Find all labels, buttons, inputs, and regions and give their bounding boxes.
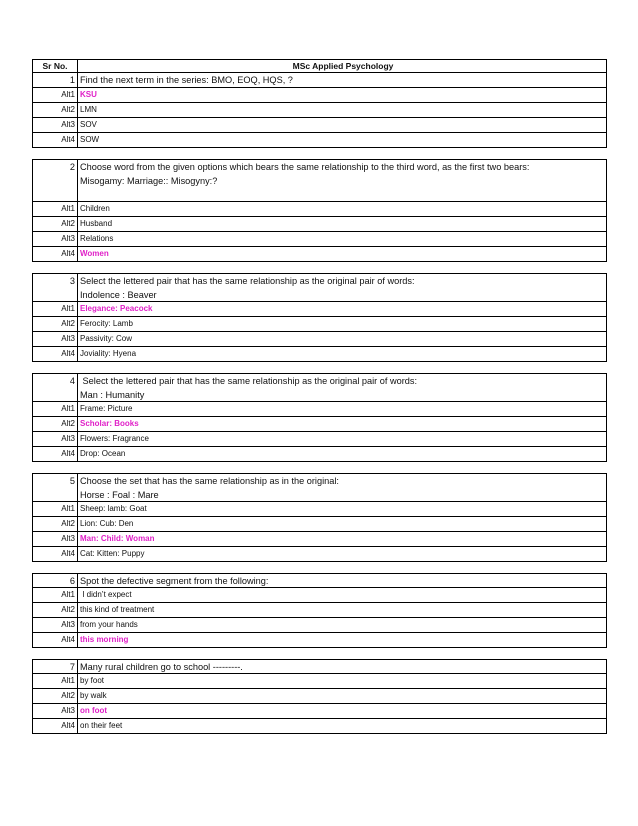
correct-option-text: Man: Child: Woman — [80, 534, 155, 543]
question-line: Man : Humanity — [80, 390, 145, 400]
question-number: 1 — [33, 73, 78, 87]
course-title-header: MSc Applied Psychology — [292, 61, 394, 71]
option-text: by foot — [80, 676, 105, 685]
question-line: Misogamy: Marriage:: Misogyny:? — [80, 176, 218, 186]
question-number: 6 — [33, 574, 78, 587]
question-line: Many rural children go to school ---------. — [80, 662, 243, 672]
option-label: Alt1 — [33, 202, 78, 216]
option-text: by walk — [80, 691, 107, 700]
question-row — [32, 273, 607, 302]
block-spacer — [32, 462, 607, 473]
question-row — [32, 159, 607, 202]
option-row — [32, 603, 607, 618]
question-line: Find the next term in the series: BMO, EOQ, HQS, ? — [80, 75, 293, 85]
option-row — [32, 347, 607, 362]
option-row — [32, 133, 607, 148]
option-text: Ferocity: Lamb — [80, 319, 133, 328]
table-header — [32, 59, 607, 73]
option-row — [32, 118, 607, 133]
question-text — [78, 374, 606, 401]
question-sheet — [32, 59, 607, 734]
question-line: Indolence : Beaver — [80, 290, 157, 300]
option-label: Alt4 — [33, 633, 78, 647]
question-block — [32, 659, 607, 734]
option-text: this kind of treatment — [80, 605, 155, 614]
question-number: 3 — [33, 274, 78, 301]
correct-option-text: KSU — [80, 90, 97, 99]
option-row — [32, 547, 607, 562]
question-block — [32, 273, 607, 373]
option-label: Alt3 — [33, 332, 78, 346]
option-row — [32, 302, 607, 317]
question-line: Choose the set that has the same relationship as in the original: — [80, 476, 339, 486]
question-block — [32, 373, 607, 473]
option-label: Alt1 — [33, 588, 78, 602]
question-number: 7 — [33, 660, 78, 673]
option-label: Alt3 — [33, 704, 78, 718]
option-row — [32, 719, 607, 734]
option-row — [32, 217, 607, 232]
option-row — [32, 689, 607, 704]
question-text — [78, 274, 606, 301]
correct-option-text: this morning — [80, 635, 129, 644]
option-row — [32, 674, 607, 689]
question-row — [32, 73, 607, 88]
option-row — [32, 447, 607, 462]
option-text: Sheep: lamb: Goat — [80, 504, 147, 513]
option-label: Alt3 — [33, 532, 78, 546]
option-text: SOV — [80, 120, 97, 129]
option-label: Alt1 — [33, 402, 78, 416]
question-row — [32, 373, 607, 402]
option-label: Alt3 — [33, 618, 78, 632]
option-row — [32, 432, 607, 447]
correct-option-text: on foot — [80, 706, 108, 715]
option-row — [32, 202, 607, 217]
option-row — [32, 517, 607, 532]
block-spacer — [32, 362, 607, 373]
option-label: Alt4 — [33, 247, 78, 261]
option-text: I didn’t expect — [80, 590, 132, 599]
option-label: Alt3 — [33, 432, 78, 446]
correct-option-text: Scholar: Books — [80, 419, 139, 428]
option-label: Alt4 — [33, 547, 78, 561]
option-label: Alt4 — [33, 719, 78, 733]
question-line: Choose word from the given options which bears the same relationship to the third word, as the first two bears: — [80, 162, 530, 172]
option-text: Relations — [80, 234, 114, 243]
questions-body — [32, 73, 607, 734]
option-row — [32, 588, 607, 603]
option-row — [32, 247, 607, 262]
option-label: Alt2 — [33, 217, 78, 231]
option-label: Alt4 — [33, 133, 78, 147]
sr-no-header: Sr No. — [33, 60, 78, 72]
question-row — [32, 573, 607, 588]
option-row — [32, 417, 607, 432]
option-row — [32, 402, 607, 417]
option-text: Drop: Ocean — [80, 449, 126, 458]
question-line: Select the lettered pair that has the same relationship as the original pair of words: — [80, 276, 415, 286]
option-text: Lion: Cub: Den — [80, 519, 134, 528]
option-row — [32, 232, 607, 247]
option-row — [32, 317, 607, 332]
option-label: Alt4 — [33, 447, 78, 461]
question-text — [78, 660, 606, 673]
option-label: Alt3 — [33, 118, 78, 132]
question-text — [78, 160, 606, 201]
question-row — [32, 659, 607, 674]
question-number: 4 — [33, 374, 78, 401]
question-text — [78, 574, 606, 587]
option-text: from your hands — [80, 620, 138, 629]
question-block — [32, 159, 607, 273]
option-label: Alt2 — [33, 317, 78, 331]
option-text: Flowers: Fragrance — [80, 434, 149, 443]
option-row — [32, 502, 607, 517]
option-row — [32, 704, 607, 719]
question-line: Select the lettered pair that has the same relationship as the original pair of words: — [80, 376, 418, 386]
option-label: Alt2 — [33, 517, 78, 531]
question-block — [32, 473, 607, 573]
option-label: Alt2 — [33, 417, 78, 431]
option-label: Alt2 — [33, 603, 78, 617]
option-text: Children — [80, 204, 110, 213]
option-label: Alt3 — [33, 232, 78, 246]
option-text: LMN — [80, 105, 97, 114]
option-row — [32, 88, 607, 103]
option-label: Alt4 — [33, 347, 78, 361]
correct-option-text: Women — [80, 249, 109, 258]
question-number: 5 — [33, 474, 78, 501]
option-label: Alt2 — [33, 103, 78, 117]
option-text: Husband — [80, 219, 113, 228]
question-row — [32, 473, 607, 502]
option-text: Joviality: Hyena — [80, 349, 137, 358]
option-text: SOW — [80, 135, 100, 144]
question-line: Horse : Foal : Mare — [80, 490, 159, 500]
option-label: Alt1 — [33, 674, 78, 688]
block-spacer — [32, 148, 607, 159]
option-row — [32, 633, 607, 648]
option-label: Alt2 — [33, 689, 78, 703]
question-block — [32, 573, 607, 659]
option-row — [32, 532, 607, 547]
block-spacer — [32, 262, 607, 273]
option-row — [32, 332, 607, 347]
question-text — [78, 474, 606, 501]
block-spacer — [32, 562, 607, 573]
block-spacer — [32, 648, 607, 659]
question-block — [32, 73, 607, 159]
option-label: Alt1 — [33, 88, 78, 102]
option-row — [32, 618, 607, 633]
question-number: 2 — [33, 160, 78, 201]
option-text: on their feet — [80, 721, 123, 730]
correct-option-text: Elegance: Peacock — [80, 304, 153, 313]
question-text — [78, 73, 606, 87]
option-text: Passivity: Cow — [80, 334, 133, 343]
option-label: Alt1 — [33, 502, 78, 516]
option-label: Alt1 — [33, 302, 78, 316]
option-row — [32, 103, 607, 118]
option-text: Cat: Kitten: Puppy — [80, 549, 145, 558]
option-text: Frame: Picture — [80, 404, 133, 413]
question-line: Spot the defective segment from the following: — [80, 576, 269, 586]
